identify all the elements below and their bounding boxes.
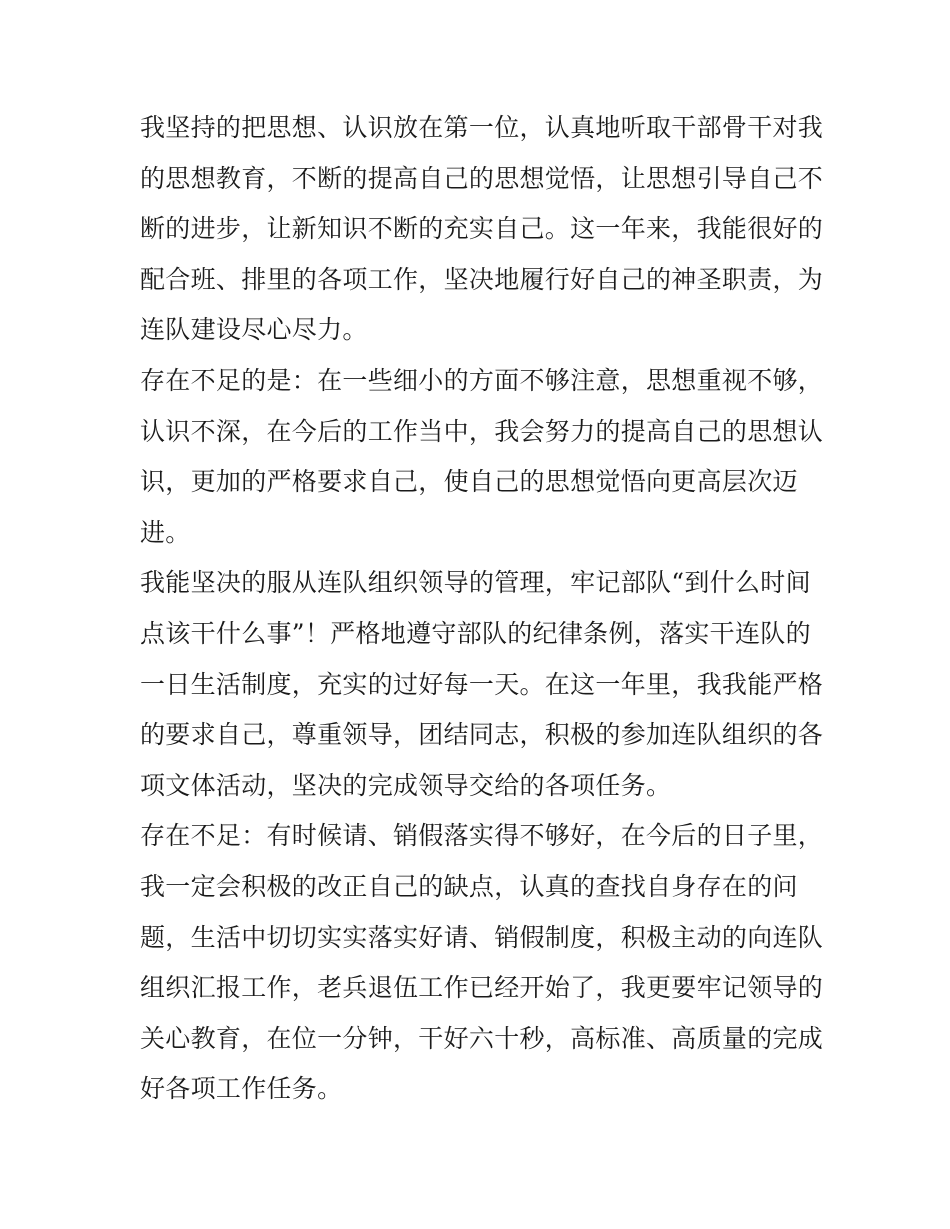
- text-line: 断的进步，让新知识不断的充实自己。这一年来，我能很好的: [140, 214, 824, 244]
- text-line: 识，更加的严格要求自己，使自己的思想觉悟向更高层次迈: [140, 467, 798, 497]
- text-line: 存在不足：有时候请、销假落实得不够好，在今后的日子里，: [140, 821, 824, 851]
- text-line: 一日生活制度，充实的过好每一天。在这一年里，我我能严格: [140, 669, 824, 699]
- paragraph-1: [140, 103, 830, 356]
- text-line: 我坚持的把思想、认识放在第一位，认真地听取干部骨干对我: [140, 113, 824, 142]
- document-body: [140, 103, 830, 1115]
- text-line: 的思想教育，不断的提高自己的思想觉悟，让思想引导自己不: [140, 163, 824, 193]
- text-line: 连队建设尽心尽力。: [140, 315, 368, 345]
- text-line: 认识不深，在今后的工作当中，我会努力的提高自己的思想认: [140, 416, 824, 446]
- paragraph-3: [140, 558, 830, 811]
- text-line: 关心教育，在位一分钟，干好六十秒，高标准、高质量的完成: [140, 1023, 824, 1053]
- paragraph-4: [140, 811, 830, 1115]
- text-line: 我能坚决的服从连队组织领导的管理，牢记部队“到什么时间: [140, 568, 811, 598]
- text-line: 好各项工作任务。: [140, 1074, 343, 1104]
- paragraph-2: [140, 356, 830, 558]
- text-line: 题，生活中切切实实落实好请、销假制度，积极主动的向连队: [140, 922, 824, 952]
- text-line: 的要求自己，尊重领导，团结同志，积极的参加连队组织的各: [140, 720, 824, 750]
- text-line: 存在不足的是：在一些细小的方面不够注意，思想重视不够，: [140, 365, 824, 395]
- text-line: 组织汇报工作，老兵退伍工作已经开始了，我更要牢记领导的: [140, 973, 824, 1003]
- text-line: 项文体活动，坚决的完成领导交给的各项任务。: [140, 770, 672, 800]
- text-line: 配合班、排里的各项工作，坚决地履行好自己的神圣职责，为: [140, 264, 824, 294]
- text-line: 进。: [140, 517, 191, 547]
- text-line: 点该干什么事”！严格地遵守部队的纪律条例，落实干连队的: [140, 618, 811, 648]
- text-line: 我一定会积极的改正自己的缺点，认真的查找自身存在的问: [140, 871, 798, 901]
